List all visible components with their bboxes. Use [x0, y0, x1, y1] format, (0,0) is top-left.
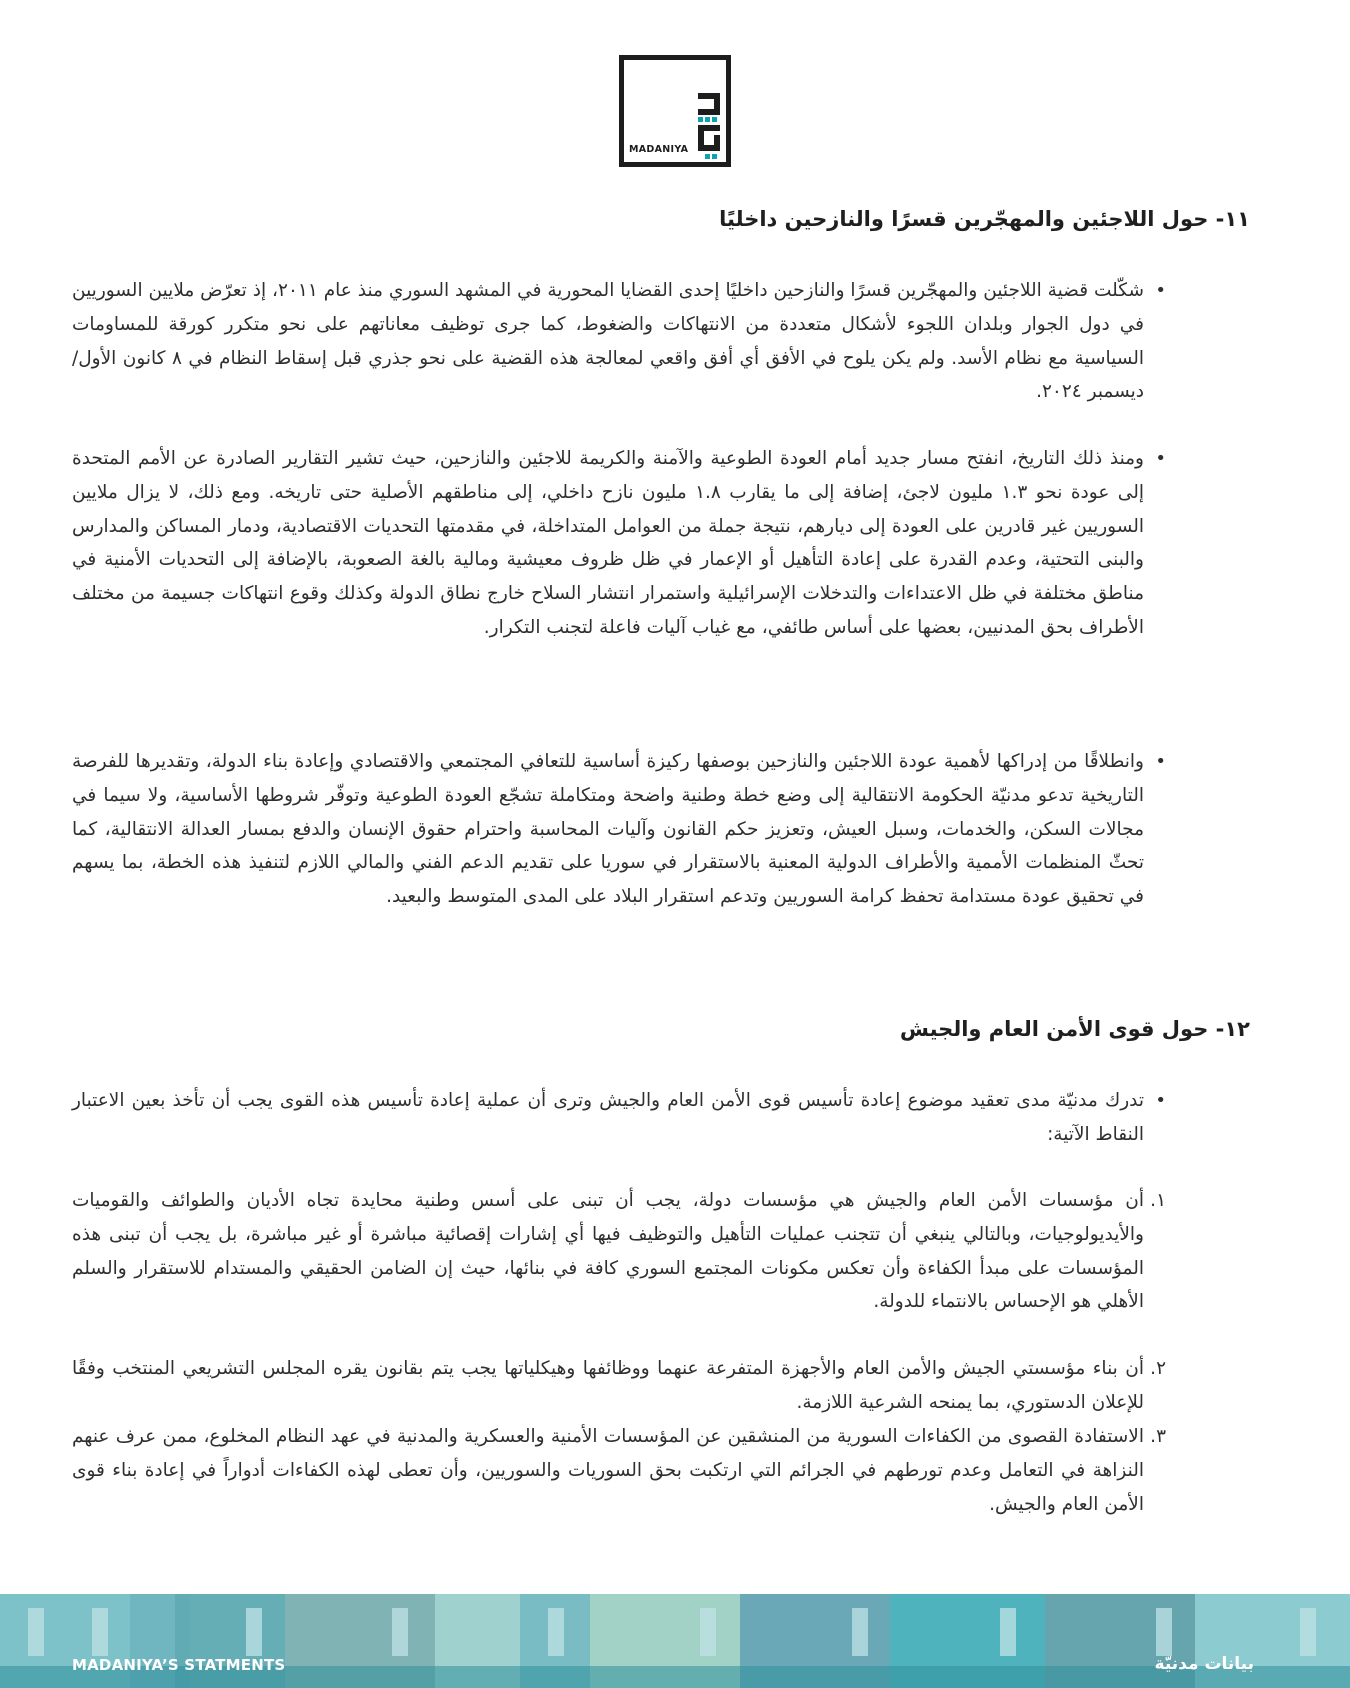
point-text: الاستفادة القصوى من الكفاءات السورية من المنشقين عن المؤسسات الأمنية والعسكرية والمدنية في عهد النظام المخلوع، ممن عرف عنهم النزاهة في التعامل وعدم تورطهم في الجرائم التي ارتكبت بحق السوريات والسوريين، وأن تعطى لهذه الكفاءات أدواراً في إعادة بناء قوى الأمن العام والجيش.	[72, 1426, 1144, 1515]
section-heading-refugees: ١١- حول اللاجئين والمهجّرين قسرًا والنازحين داخليًا	[719, 207, 1250, 231]
bullet-paragraph: • وانطلاقًا من إدراكها لأهمية عودة اللاجئين والنازحين بوصفها ركيزة أساسية للتعافي المجتمعي والاقتصادي وإعادة بناء الدولة، وتقديرها للفرصة التاريخية تدعو مدنيّة الحكومة الانتقالية إلى وضع خطة وطنية واضحة ومتكاملة تشجّع العودة الطوعية وتوفّر شروطها الأساسية، ولا سيما في مجالات السكن، والخدمات، وسبل العيش، وتعزيز حكم القانون وآليات المحاسبة واحترام حقوق الإنسان والدفع بمسار العدالة الانتقالية، كما تحثّ المنظمات الأممية والأطراف الدولية المعنية بالاستقرار في سوريا على تقديم الدعم الفني والمالي اللازم لتنفيذ هذه الخطة، بما يسهم في تحقيق عودة مستدامة تحفظ كرامة السوريين وتدعم استقرار البلاد على المدى المتوسط والبعيد.	[72, 745, 1144, 914]
numbered-point	[72, 1184, 1166, 1319]
madaniya-logo	[619, 55, 731, 167]
footer-statements-label: MADANIYA’S STATMENTS	[72, 1656, 286, 1674]
footer-statements-label-arabic: بيانات مدنيّة	[1154, 1654, 1254, 1674]
section-heading-security: ١٢- حول قوى الأمن العام والجيش	[899, 1017, 1250, 1041]
logo-text: MADANIYA	[629, 144, 689, 155]
point-text: أن مؤسسات الأمن العام والجيش هي مؤسسات دولة، يجب أن تبنى على أسس وطنية محايدة تجاه الأديان والطوائف والقوميات والأيديولوجيات، وبالتالي ينبغي أن تتجنب عمليات التأهيل والتوظيف فيها أي إشارات إقصائية مباشرة أو غير مباشرة، بل يجب أن تبنى هذه المؤسسات على مبدأ الكفاءة وأن تعكس مكونات المجتمع السوري كافة في بنائها، حيث إن الضامن الحقيقي والمستدام للاستقرار والسلم الأهلي هو الإحساس بالانتماء للدولة.	[72, 1190, 1144, 1313]
point-number: ٢.	[1150, 1358, 1166, 1379]
bullet-paragraph: • تدرك مدنيّة مدى تعقيد موضوع إعادة تأسيس قوى الأمن العام والجيش وترى أن عملية إعادة تأسيس هذه القوى يجب أن تأخذ بعين الاعتبار النقاط الآتية:	[72, 1084, 1144, 1152]
point-number: ١.	[1150, 1190, 1166, 1211]
point-number: ٣.	[1150, 1426, 1166, 1447]
point-text: أن بناء مؤسستي الجيش والأمن العام والأجهزة المتفرعة عنهما ووظائفها وهيكلياتها يجب يتم بقانون يقره المجلس التشريعي المنتخب وفقًا للإعلان الدستوري، بما يمنحه الشرعية اللازمة.	[72, 1358, 1144, 1413]
numbered-point	[72, 1420, 1166, 1521]
bullet-paragraph: • ومنذ ذلك التاريخ، انفتح مسار جديد أمام العودة الطوعية والآمنة والكريمة للاجئين والنازحين، حيث تشير التقارير الصادرة عن الأمم المتحدة إلى عودة نحو ١.٣ مليون لاجئ، إضافة إلى ما يقارب ١.٨ مليون نازح داخلي، إلى مناطقهم الأصلية حتى تاريخه. ومع ذلك، لا يزال ملايين السوريين غير قادرين على العودة إلى ديارهم، نتيجة جملة من العوامل المتداخلة، في مقدمتها التحديات الاقتصادية، ودمار المساكن والمدارس والبنى التحتية، وعدم القدرة على إعادة التأهيل أو الإعمار في ظل ظروف معيشية ومالية بالغة الصعوبة، بالإضافة إلى التحديات الأمنية في مناطق مختلفة في ظل الاعتداءات والتدخلات الإسرائيلية واستمرار انتشار السلاح خارج نطاق الدولة وكذلك وقوع انتهاكات جسيمة من مختلف الأطراف بحق المدنيين، بعضها على أساس طائفي، مع غياب آليات فاعلة لتجنب التكرار.	[72, 442, 1144, 645]
numbered-point	[72, 1352, 1166, 1420]
bullet-paragraph: • شكّلت قضية اللاجئين والمهجّرين قسرًا والنازحين داخليًا إحدى القضايا المحورية في المشهد السوري منذ عام ٢٠١١، إذ تعرّض ملايين السوريين في دول الجوار وبلدان اللجوء لأشكال متعددة من الانتهاكات والضغوط، كما جرى توظيف معاناتهم على نحو متكرر كورقة للمساومات السياسية مع نظام الأسد. ولم يكن يلوح في الأفق أي أفق واقعي لمعالجة هذه القضية على نحو جذري قبل إسقاط النظام في ٨ كانون الأول/ديسمبر ٢٠٢٤.	[72, 274, 1144, 409]
footer-band	[0, 1594, 1350, 1688]
